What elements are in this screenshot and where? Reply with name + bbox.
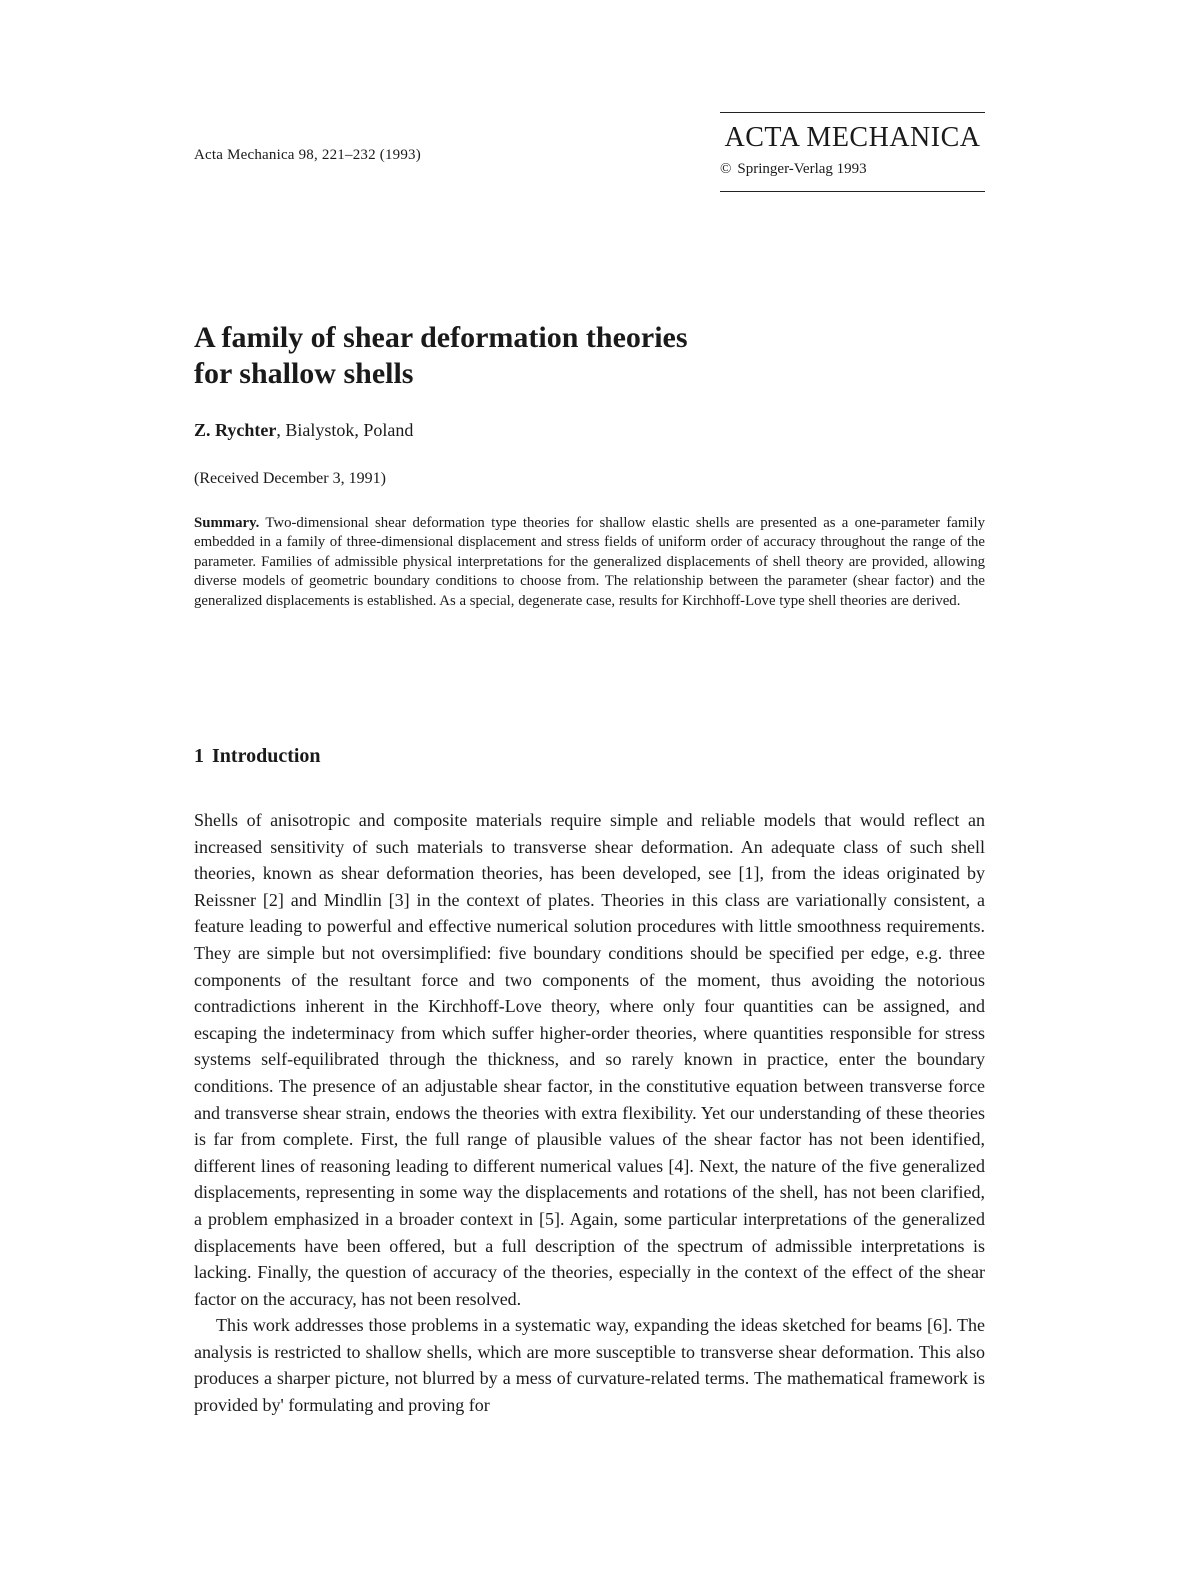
summary-text: Two-dimensional shear deformation type theories for shallow elastic shells are presented as a one-parameter family embedded in a family of three-dimensional displacement and stress fields of uniform order of accuracy throughout the range of the parameter. Families of admissible physical interpretations for the generalized displacements of shell theory are provided, allowing diverse models of geometric boundary conditions to choose from. The relationship between the parameter (shear factor) and the generalized displacements is established. As a special, degenerate case, results for Kirchhoff-Love type shell theories are derived. xyxy=(194,515,985,609)
summary-abstract xyxy=(194,514,985,611)
received-date: (Received December 3, 1991) xyxy=(194,470,386,487)
author-line xyxy=(194,420,413,441)
body-text xyxy=(194,807,985,1419)
journal-masthead xyxy=(720,112,985,192)
copyright-text: Springer-Verlag 1993 xyxy=(737,161,867,177)
summary-label: Summary. xyxy=(194,515,260,531)
section-number: 1 xyxy=(194,745,204,767)
journal-reference: Acta Mechanica 98, 221–232 (1993) xyxy=(194,147,421,163)
section-title: Introduction xyxy=(212,745,321,767)
paragraph: Shells of anisotropic and composite materials require simple and reliable models that would reflect an increased sensitivity of such materials to transverse shear deformation. An adequate class of such shell theories, known as shear deformation theories, has been developed, see [1], from the ideas originated by Reissner [2] and Mindlin [3] in the context of plates. Theories in this class are variationally consistent, a feature leading to powerful and effective numerical solution procedures with little smoothness requirements. They are simple but not oversimplified: five boundary conditions should be specified per edge, e.g. three components of the resultant force and two components of the moment, thus avoiding the notorious contradictions inherent in the Kirchhoff-Love theory, where only four quantities can be assigned, and escaping the indeterminacy from which suffer higher-order theories, where quantities responsible for stress systems self-equilibrated through the thickness, and so rarely known in practice, enter the boundary conditions. The presence of an adjustable shear factor, in the constitutive equation between transverse force and transverse shear strain, endows the theories with extra flexibility. Yet our understanding of these theories is far from complete. First, the full range of plausible values of the shear factor has not been identified, different lines of reasoning leading to different numerical values [4]. Next, the nature of the five generalized displacements, representing in some way the displacements and rotations of the shell, has not been clarified, a problem emphasized in a broader context in [5]. Again, some particular interpretations of the generalized displacements have been offered, but a full description of the spectrum of admissible interpretations is lacking. Finally, the question of accuracy of the theories, especially in the context of the effect of the shear factor on the accuracy, has not been resolved. xyxy=(194,810,985,1309)
copyright-symbol: © xyxy=(720,161,732,177)
article-title-line-2: for shallow shells xyxy=(194,357,414,390)
section-heading xyxy=(194,745,321,768)
author-affiliation: , Bialystok, Poland xyxy=(276,420,414,440)
article-title xyxy=(194,320,894,392)
journal-name: ACTA MECHANICA xyxy=(724,122,981,153)
paragraph: This work addresses those problems in a systematic way, expanding the ideas sketched for beams [6]. The analysis is restricted to shallow shells, which are more susceptible to transverse shear deformation. This also produces a sharper picture, not blurred by a mess of curvature-related terms. The mathematical framework is provided by' formulating and proving for xyxy=(194,1315,985,1416)
author-name: Z. Rychter xyxy=(194,420,277,440)
article-title-line-1: A family of shear deformation theories xyxy=(194,321,688,354)
copyright-line xyxy=(720,161,867,178)
